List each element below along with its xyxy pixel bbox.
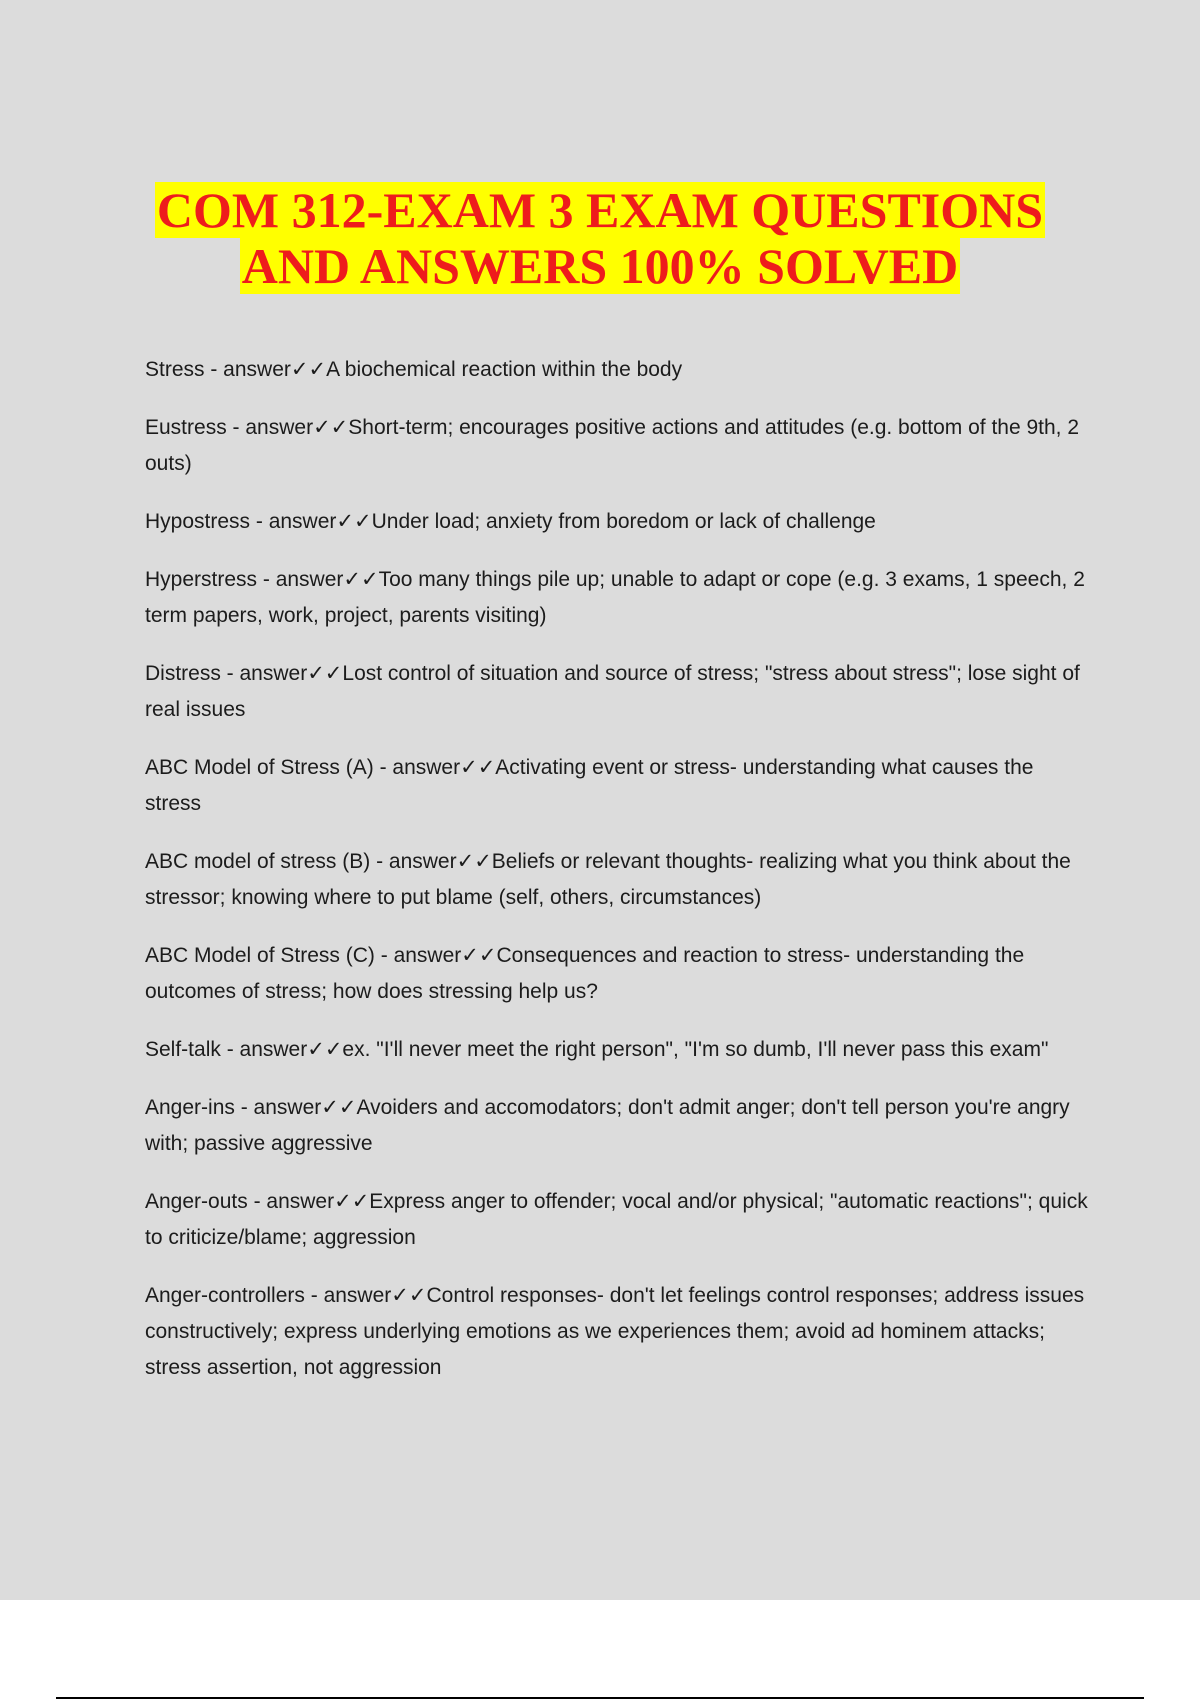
answer-separator: - answer: [374, 944, 462, 967]
checkmark-icon: ✓✓: [307, 1038, 343, 1061]
checkmark-icon: ✓✓: [336, 510, 372, 533]
qa-item: [145, 656, 1090, 728]
qa-term: Eustress: [145, 416, 227, 439]
qa-term: ABC Model of Stress (A): [145, 756, 374, 779]
checkmark-icon: ✓✓: [334, 1190, 370, 1213]
qa-term: Distress: [145, 662, 221, 685]
qa-item: [145, 750, 1090, 822]
qa-definition: Control responses- don't let feelings control responses; address issues constructively; express underlying emotions as we experiences them; avoid ad hominem attacks; stress assertion, not aggression: [145, 1284, 1085, 1379]
qa-definition: Short-term; encourages positive actions and attitudes (e.g. bottom of the 9th, 2 outs): [145, 416, 1080, 475]
answer-separator: - answer: [234, 1096, 322, 1119]
checkmark-icon: ✓✓: [313, 416, 349, 439]
answer-separator: - answer: [370, 850, 457, 873]
qa-definition: Under load; anxiety from boredom or lack of challenge: [371, 510, 876, 533]
qa-term: Anger-outs: [145, 1190, 248, 1213]
answer-separator: - answer: [373, 756, 461, 779]
qa-term: ABC model of stress (B): [145, 850, 371, 873]
qa-item: [145, 562, 1090, 634]
qa-term: Anger-controllers: [145, 1284, 305, 1307]
qa-term: Anger-ins: [145, 1096, 235, 1119]
qa-term: Self-talk: [145, 1038, 221, 1061]
qa-term: Stress: [145, 358, 205, 381]
qa-item: [145, 844, 1090, 916]
qa-item: [145, 1278, 1090, 1386]
checkmark-icon: ✓✓: [321, 1096, 357, 1119]
qa-definition: Lost control of situation and source of stress; "stress about stress"; lose sight of real issues: [145, 662, 1080, 721]
checkmark-icon: ✓✓: [307, 662, 343, 685]
answer-separator: - answer: [220, 662, 308, 685]
answer-separator: - answer: [257, 568, 344, 591]
qa-item: [145, 504, 1090, 540]
qa-item: [145, 352, 1090, 388]
answer-separator: - answer: [220, 1038, 308, 1061]
qa-definition: ex. "I'll never meet the right person", "I'm so dumb, I'll never pass this exam": [342, 1038, 1049, 1061]
answer-separator: - answer: [304, 1284, 392, 1307]
title-line-2: AND ANSWERS 100% SOLVED: [241, 238, 959, 294]
qa-item: [145, 1032, 1090, 1068]
checkmark-icon: ✓✓: [290, 358, 327, 381]
footer-divider: [56, 1697, 1144, 1699]
qa-term: Hyperstress: [145, 568, 258, 591]
checkmark-icon: ✓✓: [343, 568, 379, 591]
qa-definition: Too many things pile up; unable to adapt or cope (e.g. 3 exams, 1 speech, 2 term papers, work, project, parents visiting): [145, 568, 1085, 627]
qa-definition: Activating event or stress- understanding what causes the stress: [145, 756, 1034, 815]
qa-item: [145, 1184, 1090, 1256]
document-title: [0, 182, 1200, 294]
checkmark-icon: ✓✓: [460, 756, 496, 779]
answer-separator: - answer: [247, 1190, 335, 1213]
qa-item: [145, 938, 1090, 1010]
qa-term: ABC Model of Stress (C): [145, 944, 375, 967]
qa-list: [145, 352, 1090, 1408]
title-line-1: COM 312-EXAM 3 EXAM QUESTIONS: [156, 182, 1044, 238]
qa-item: [145, 1090, 1090, 1162]
answer-separator: - answer: [250, 510, 337, 533]
qa-term: Hypostress: [145, 510, 251, 533]
qa-definition: Consequences and reaction to stress- understanding the outcomes of stress; how does stressing help us?: [145, 944, 1025, 1003]
checkmark-icon: ✓✓: [461, 944, 497, 967]
checkmark-icon: ✓✓: [391, 1284, 427, 1307]
qa-definition: A biochemical reaction within the body: [326, 358, 683, 381]
qa-definition: Avoiders and accomodators; don't admit anger; don't tell person you're angry with; passive aggressive: [145, 1096, 1070, 1155]
answer-separator: - answer: [204, 358, 291, 381]
qa-definition: Beliefs or relevant thoughts- realizing what you think about the stressor; knowing where to put blame (self, others, circumstances): [145, 850, 1071, 909]
answer-separator: - answer: [226, 416, 314, 439]
qa-item: [145, 410, 1090, 482]
checkmark-icon: ✓✓: [456, 850, 492, 873]
qa-definition: Express anger to offender; vocal and/or physical; "automatic reactions"; quick to criticize/blame; aggression: [145, 1190, 1088, 1249]
